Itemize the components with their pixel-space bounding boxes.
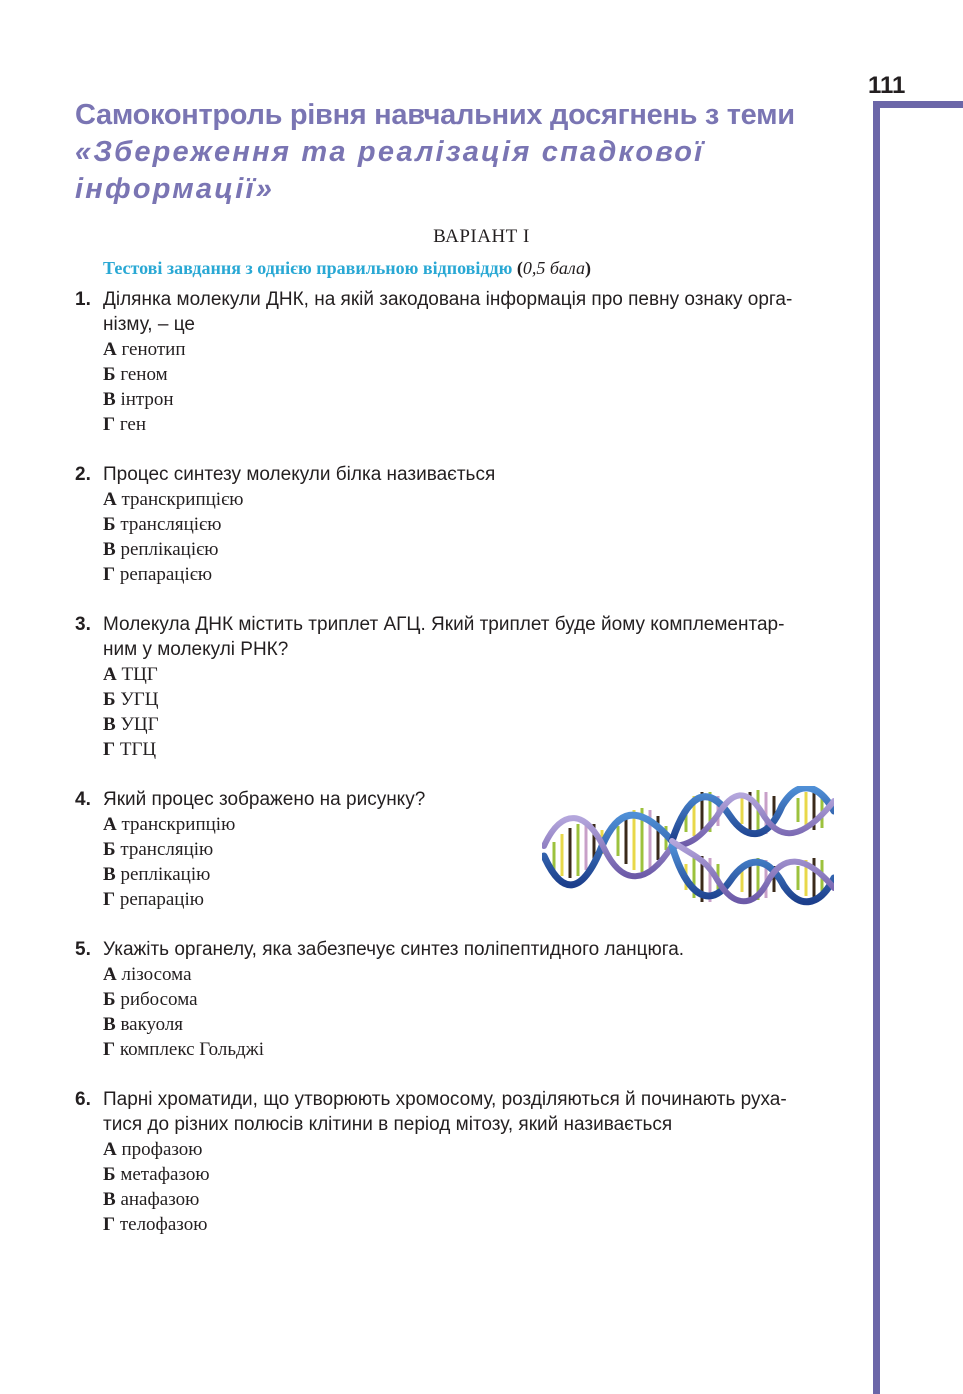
answer-options (103, 962, 860, 1062)
option-letter: Г (103, 889, 116, 910)
option-text: рибосома (120, 989, 198, 1010)
answer-option (103, 487, 860, 512)
answer-option (103, 662, 860, 687)
answer-option (103, 1162, 860, 1187)
answer-option (103, 1012, 860, 1037)
option-letter: В (103, 389, 116, 410)
option-letter: А (103, 664, 117, 685)
question-1 (0, 287, 860, 437)
option-letter: Б (103, 514, 116, 535)
question-text-line-1: Молекула ДНК містить триплет АГЦ. Який триплет буде йому комплементар- (103, 614, 785, 635)
title-line-1: Самоконтроль рівня навчальних досягнень з теми (75, 99, 795, 131)
option-letter: В (103, 1014, 116, 1035)
option-text: ТЦГ (121, 664, 158, 685)
option-letter: Г (103, 1214, 116, 1235)
option-letter: В (103, 864, 116, 885)
answer-option (103, 1037, 860, 1062)
option-letter: Г (103, 739, 116, 760)
question-text-line-2: тися до різних полюсів клітини в період мітозу, який називається (103, 1114, 673, 1135)
answer-option (103, 387, 860, 412)
question-3 (0, 612, 860, 762)
option-letter: Г (103, 414, 116, 435)
section-close-paren: ) (585, 258, 591, 278)
question-number: 6. (75, 1089, 91, 1110)
option-letter: В (103, 714, 116, 735)
option-text: вакуоля (120, 1014, 184, 1035)
answer-option (103, 712, 860, 737)
dna-replication-illustration (542, 786, 834, 910)
option-text: реплікацією (120, 539, 219, 560)
option-letter: В (103, 539, 116, 560)
section-open-paren: ( (516, 258, 523, 278)
question-text-line-1: Процес синтезу молекули білка називається (103, 464, 496, 485)
answer-option (103, 537, 860, 562)
option-text: інтрон (120, 389, 174, 410)
answer-option (103, 962, 860, 987)
answer-options (103, 662, 860, 762)
question-number: 2. (75, 464, 91, 485)
section-heading-text: Тестові завдання з однією правильною відповіддю (103, 258, 513, 278)
option-letter: А (103, 814, 117, 835)
page-border-side (873, 101, 880, 1394)
answer-option (103, 562, 860, 587)
question-number: 3. (75, 614, 91, 635)
question-text-line-1: Який процес зображено на рисунку? (103, 789, 426, 810)
answer-option (103, 337, 860, 362)
question-2 (0, 462, 860, 587)
option-text: транскрипцію (121, 814, 236, 835)
answer-option (103, 987, 860, 1012)
option-text: генотип (121, 339, 186, 360)
option-text: УЦГ (120, 714, 159, 735)
answer-option (103, 1187, 860, 1212)
answer-option (103, 412, 860, 437)
option-letter: А (103, 489, 117, 510)
option-text: геном (120, 364, 168, 385)
option-letter: Г (103, 1039, 116, 1060)
option-letter: А (103, 964, 117, 985)
question-number: 4. (75, 789, 91, 810)
option-text: метафазою (120, 1164, 210, 1185)
option-letter: Б (103, 689, 116, 710)
option-text: телофазою (119, 1214, 208, 1235)
question-text-line-1: Ділянка молекули ДНК, на якій закодована інформація про певну ознаку орга- (103, 289, 793, 310)
option-text: комплекс Гольджі (119, 1039, 265, 1060)
answer-option (103, 737, 860, 762)
option-text: репарацію (119, 889, 204, 910)
option-letter: Б (103, 839, 116, 860)
title-line-2: «Збереження та реалізація спадкової (75, 136, 705, 168)
answer-option (103, 687, 860, 712)
section-points: 0,5 бала (522, 258, 585, 278)
question-6 (0, 1087, 860, 1237)
question-text-line-1: Парні хроматиди, що утворюють хромосому, розділяються й починають руха- (103, 1089, 787, 1110)
option-letter: Б (103, 364, 116, 385)
option-text: трансляцією (120, 514, 222, 535)
page-title (75, 96, 865, 208)
question-number: 5. (75, 939, 91, 960)
option-letter: Б (103, 1164, 116, 1185)
option-text: транскрипцією (121, 489, 244, 510)
option-letter: А (103, 1139, 117, 1160)
option-text: ТГЦ (119, 739, 157, 760)
question-text-line-2: ним у молекулі РНК? (103, 639, 289, 660)
option-text: лізосома (121, 964, 192, 985)
page-border-top (873, 101, 963, 108)
question-text-line-2: нізму, – це (103, 314, 195, 335)
option-letter: В (103, 1189, 116, 1210)
answer-option (103, 362, 860, 387)
option-text: УГЦ (120, 689, 159, 710)
page-number: 111 (868, 72, 906, 99)
variant-heading: ВАРІАНТ І (433, 226, 530, 247)
option-text: профазою (121, 1139, 203, 1160)
answer-options (103, 487, 860, 587)
question-5 (0, 937, 860, 1062)
option-text: трансляцію (120, 839, 214, 860)
answer-option (103, 1137, 860, 1162)
question-number: 1. (75, 289, 91, 310)
question-text-line-1: Укажіть органелу, яка забезпечує синтез поліпептидного ланцюга. (103, 939, 685, 960)
option-letter: Г (103, 564, 116, 585)
option-text: анафазою (120, 1189, 200, 1210)
answer-option (103, 1212, 860, 1237)
option-text: реплікацію (120, 864, 211, 885)
section-heading (103, 258, 591, 279)
answer-options (103, 337, 860, 437)
option-text: ген (119, 414, 146, 435)
option-letter: Б (103, 989, 116, 1010)
option-text: репарацією (119, 564, 213, 585)
answer-options (103, 1137, 860, 1237)
title-line-3: інформації» (75, 173, 275, 205)
answer-option (103, 512, 860, 537)
option-letter: А (103, 339, 117, 360)
